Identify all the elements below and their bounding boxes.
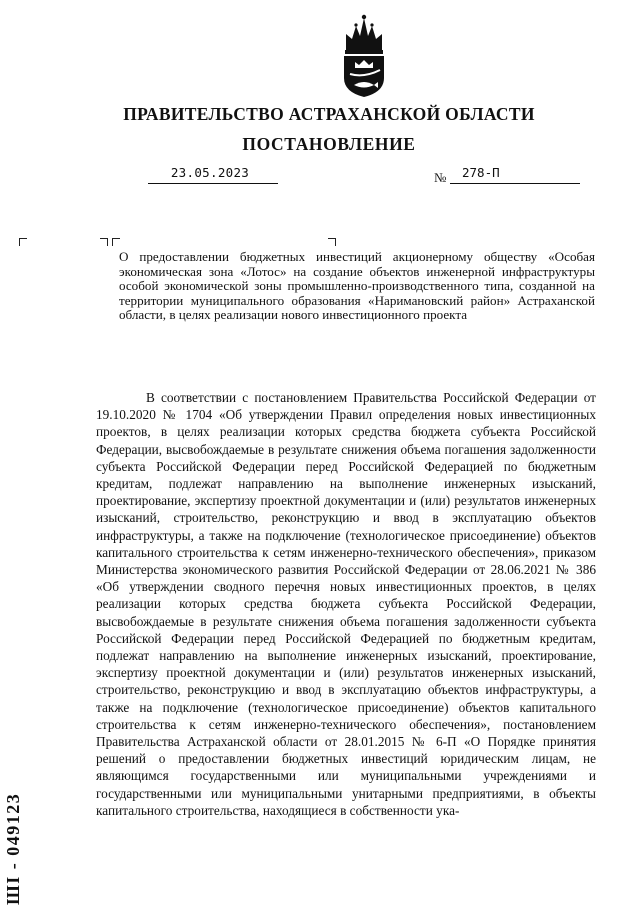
corner-mark-left [19, 238, 27, 246]
document-number: 278-П [462, 165, 500, 180]
number-underline [450, 183, 580, 184]
coat-of-arms-icon [336, 12, 392, 98]
document-date: 23.05.2023 [170, 165, 250, 180]
corner-mark-subject-left-2 [112, 238, 120, 246]
organization-title: ПРАВИТЕЛЬСТВО АСТРАХАНСКОЙ ОБЛАСТИ [123, 104, 535, 124]
side-registration-stamp: ШI - 049123 [3, 792, 23, 905]
document-body: В соответствии с постановлением Правительства Российской Федерации от 19.10.2020 № 1704 «Об утверждении Правил определения новых инвестиционных проектов, в целях реализации которых средства бюджета субъекта Российской Федерации, высвобождаемые в результате снижения объема погашения задолженности субъекта Российской Федерации перед Российской Федерацией по бюджетным кредитам, подлежат направлению на выполнение инженерных изысканий, проектирование, экспертизу проектной документации и (или) результатов инженерных изысканий, строительство, реконструкцию и ввод в эксплуатацию объектов инфраструктуры, а также на подключение (технологическое присоединение) объектов капитального строительства к сетям инженерно-технического обеспечения», приказом Министерства экономического развития Российской Федерации от 28.06.2021 № 386 «Об утверждении сводного перечня новых инвестиционных проектов, в целях реализации которых средства бюджета субъекта Российской Федерации, высвобождаемые в результате снижения объема погашения задолженности субъекта Российской Федерации перед Российской Федерацией по бюджетным кредитам, подлежат направлению на выполнение инженерных изысканий, проектирование, экспертизу проектной документации и (или) результатов инженерных изысканий, строительство, реконструкцию и ввод в эксплуатацию объектов инфраструктуры, а также на подключение (технологическое присоединение) объектов капитального строительства к сетям инженерно-технического обеспечения», постановлением Правительства Астраханской области от 28.01.2015 № 6-П «О Порядке принятия решений о предоставлении бюджетных инвестиций юридическим лицам, не являющимся государственными или муниципальными учреждениями и государственными или муниципальными унитарными предприятиями, в объекты капитального строительства, находящиеся в собственности ука- [96, 390, 596, 818]
corner-mark-subject-left [100, 238, 108, 246]
document-subject: О предоставлении бюджетных инвестиций акционерному обществу «Особая экономическая зона «Лотос» на создание объектов инженерной инфраструктуры особой экономической зоны промышленно-производственного типа, созданной на территории муниципального образования «Наримановский район» Астраханской области, в целях реализации нового инвестиционного проекта [119, 249, 595, 323]
number-sign: № [434, 170, 447, 185]
date-underline [148, 183, 278, 184]
document-type: ПОСТАНОВЛЕНИЕ [242, 134, 416, 154]
document-header [0, 104, 640, 155]
corner-mark-subject-right [328, 238, 336, 246]
